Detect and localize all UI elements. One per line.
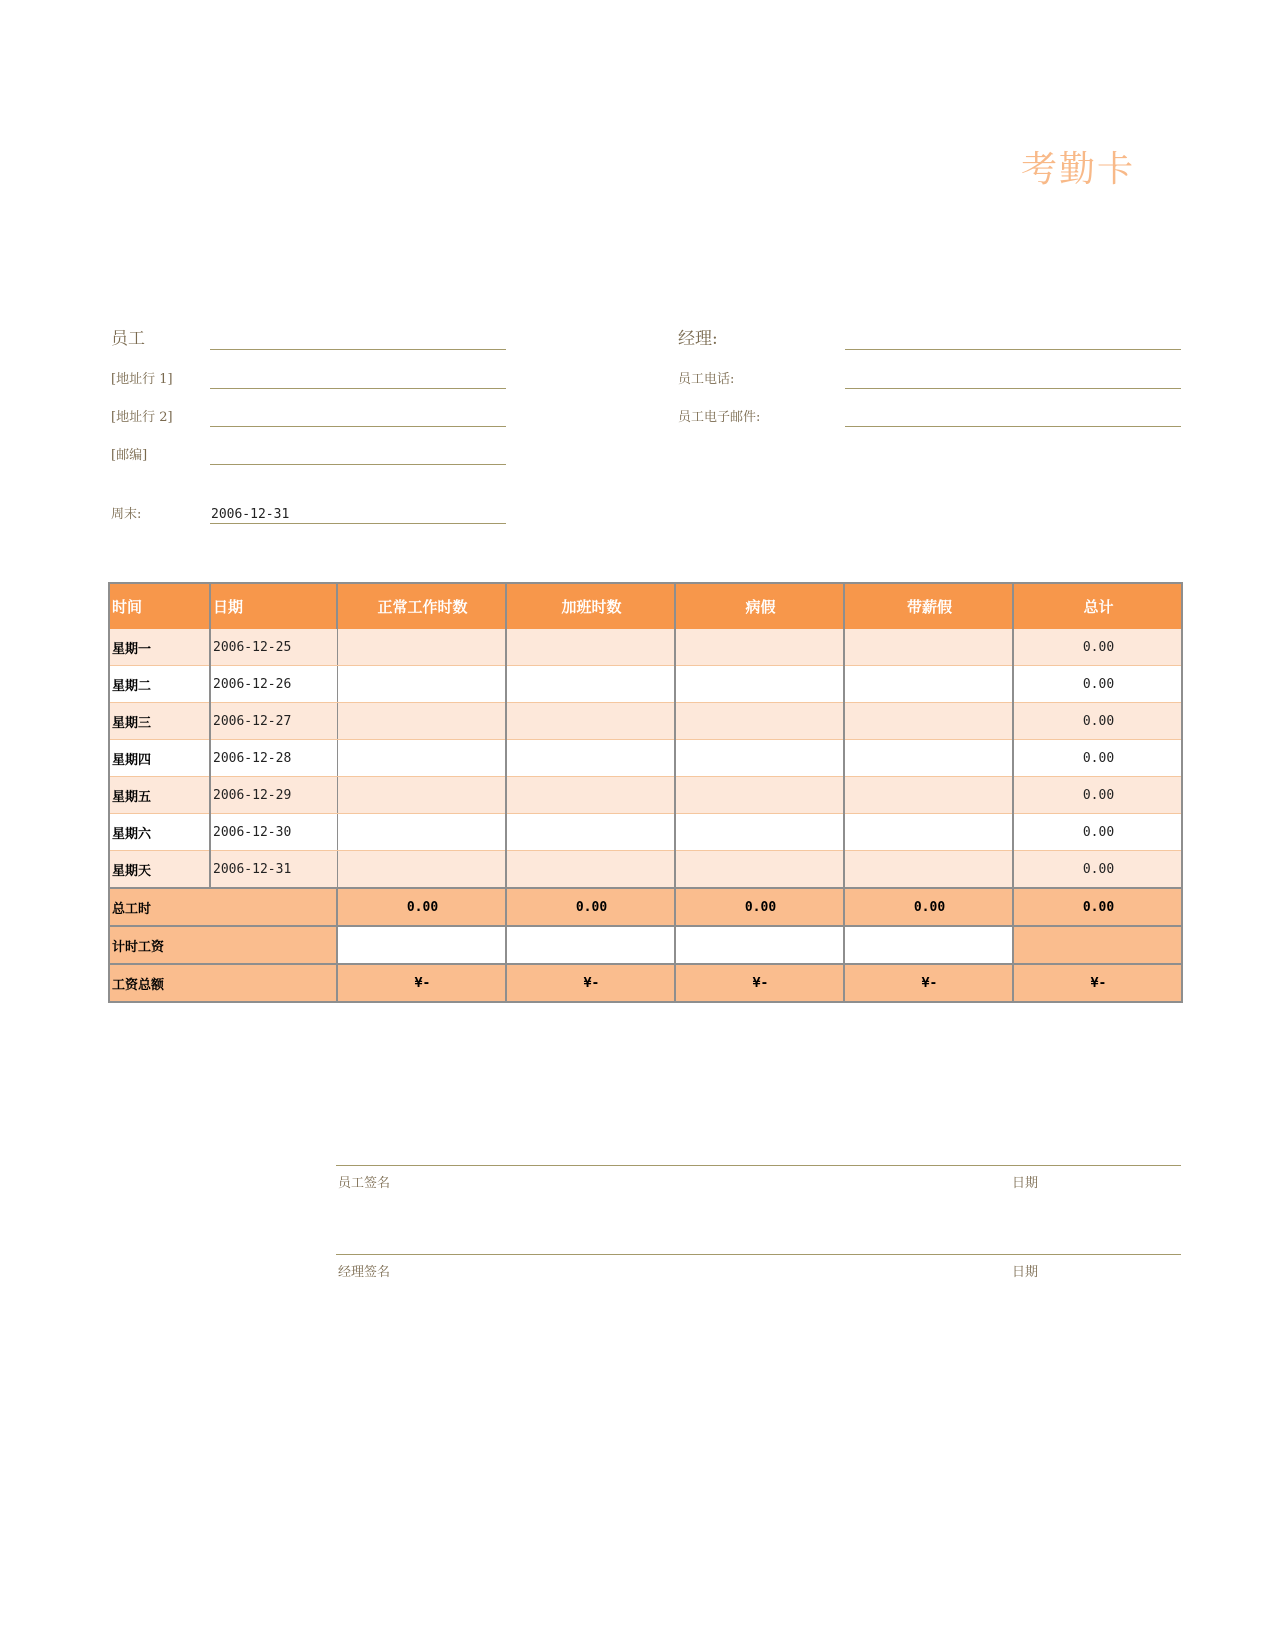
cell-regular[interactable] <box>337 851 506 889</box>
header-overtime: 加班时数 <box>506 583 675 629</box>
cell-total: 0.00 <box>1013 851 1182 889</box>
table-row <box>109 814 1182 851</box>
cell-vacation[interactable] <box>844 851 1013 889</box>
cell-total: 0.00 <box>1013 777 1182 814</box>
table-row <box>109 851 1182 889</box>
address1-field[interactable] <box>210 388 506 389</box>
week-end-value[interactable]: 2006-12-31 <box>211 507 290 522</box>
cell-regular[interactable] <box>337 703 506 740</box>
page-title: 考勤卡 <box>1020 149 1135 190</box>
cell-vacation[interactable] <box>844 777 1013 814</box>
row-date[interactable]: 2006-12-31 <box>210 851 337 889</box>
cell-total: 0.00 <box>1013 666 1182 703</box>
row-date[interactable]: 2006-12-25 <box>210 629 337 666</box>
table-row <box>109 666 1182 703</box>
cell-sick[interactable] <box>675 851 844 889</box>
row-day: 星期天 <box>109 851 210 889</box>
zip-field[interactable] <box>210 464 506 465</box>
cell-total: 0.00 <box>1013 814 1182 851</box>
cell-sick[interactable] <box>675 814 844 851</box>
manager-signature-label: 经理签名 <box>338 1265 391 1280</box>
cell-overtime[interactable] <box>506 703 675 740</box>
table-row <box>109 777 1182 814</box>
cell-regular[interactable] <box>337 740 506 777</box>
total-vacation-hours: 0.00 <box>844 888 1013 926</box>
rate-sick[interactable] <box>675 926 844 964</box>
total-hours-row <box>109 888 1182 926</box>
phone-field[interactable] <box>845 388 1181 389</box>
address2-field[interactable] <box>210 426 506 427</box>
pay-total: ¥- <box>1013 964 1182 1002</box>
cell-overtime[interactable] <box>506 777 675 814</box>
table-header-row <box>109 583 1182 629</box>
row-day: 星期二 <box>109 666 210 703</box>
row-day: 星期六 <box>109 814 210 851</box>
row-date[interactable]: 2006-12-27 <box>210 703 337 740</box>
cell-regular[interactable] <box>337 629 506 666</box>
email-field[interactable] <box>845 426 1181 427</box>
address1-label: [地址行 1] <box>111 372 173 387</box>
rate-total <box>1013 926 1182 964</box>
rate-regular[interactable] <box>337 926 506 964</box>
total-overtime-hours: 0.00 <box>506 888 675 926</box>
total-pay-label: 工资总额 <box>109 964 337 1002</box>
cell-overtime[interactable] <box>506 629 675 666</box>
cell-overtime[interactable] <box>506 814 675 851</box>
cell-total: 0.00 <box>1013 629 1182 666</box>
cell-total: 0.00 <box>1013 740 1182 777</box>
table-row <box>109 703 1182 740</box>
row-day: 星期五 <box>109 777 210 814</box>
cell-sick[interactable] <box>675 666 844 703</box>
total-hours-label: 总工时 <box>109 888 337 926</box>
timecard-table <box>108 582 1183 1003</box>
header-vacation: 带薪假 <box>844 583 1013 629</box>
header-time: 时间 <box>109 583 210 629</box>
row-day: 星期三 <box>109 703 210 740</box>
table-row <box>109 740 1182 777</box>
cell-overtime[interactable] <box>506 851 675 889</box>
row-day: 星期一 <box>109 629 210 666</box>
header-regular-hours: 正常工作时数 <box>337 583 506 629</box>
rate-vacation[interactable] <box>844 926 1013 964</box>
cell-total: 0.00 <box>1013 703 1182 740</box>
employee-date-label: 日期 <box>1012 1176 1039 1191</box>
header-sick: 病假 <box>675 583 844 629</box>
address2-label: [地址行 2] <box>111 410 173 425</box>
row-date[interactable]: 2006-12-30 <box>210 814 337 851</box>
cell-sick[interactable] <box>675 740 844 777</box>
cell-regular[interactable] <box>337 666 506 703</box>
employee-signature-label: 员工签名 <box>338 1176 391 1191</box>
total-pay-row <box>109 964 1182 1002</box>
cell-vacation[interactable] <box>844 703 1013 740</box>
zip-label: [邮编] <box>111 448 148 463</box>
total-sick-hours: 0.00 <box>675 888 844 926</box>
cell-regular[interactable] <box>337 814 506 851</box>
email-label: 员工电子邮件: <box>678 410 761 425</box>
grand-total-hours: 0.00 <box>1013 888 1182 926</box>
row-day: 星期四 <box>109 740 210 777</box>
pay-vacation: ¥- <box>844 964 1013 1002</box>
cell-sick[interactable] <box>675 629 844 666</box>
cell-vacation[interactable] <box>844 629 1013 666</box>
cell-vacation[interactable] <box>844 666 1013 703</box>
manager-name-field[interactable] <box>845 349 1181 350</box>
cell-sick[interactable] <box>675 703 844 740</box>
employee-signature-line[interactable] <box>336 1165 1181 1166</box>
employee-name-field[interactable] <box>210 349 506 350</box>
row-date[interactable]: 2006-12-29 <box>210 777 337 814</box>
rate-overtime[interactable] <box>506 926 675 964</box>
total-regular-hours: 0.00 <box>337 888 506 926</box>
pay-sick: ¥- <box>675 964 844 1002</box>
cell-vacation[interactable] <box>844 814 1013 851</box>
week-end-label: 周末: <box>111 507 142 522</box>
week-end-field-line <box>210 523 506 524</box>
row-date[interactable]: 2006-12-26 <box>210 666 337 703</box>
phone-label: 员工电话: <box>678 372 735 387</box>
table-row <box>109 629 1182 666</box>
header-total: 总计 <box>1013 583 1182 629</box>
hourly-rate-row <box>109 926 1182 964</box>
cell-overtime[interactable] <box>506 666 675 703</box>
header-date: 日期 <box>210 583 337 629</box>
manager-signature-line[interactable] <box>336 1254 1181 1255</box>
manager-label: 经理: <box>678 329 718 349</box>
row-date[interactable]: 2006-12-28 <box>210 740 337 777</box>
pay-regular: ¥- <box>337 964 506 1002</box>
hourly-rate-label: 计时工资 <box>109 926 337 964</box>
cell-regular[interactable] <box>337 777 506 814</box>
pay-overtime: ¥- <box>506 964 675 1002</box>
cell-vacation[interactable] <box>844 740 1013 777</box>
employee-label: 员工 <box>111 329 145 349</box>
cell-overtime[interactable] <box>506 740 675 777</box>
manager-date-label: 日期 <box>1012 1265 1039 1280</box>
cell-sick[interactable] <box>675 777 844 814</box>
